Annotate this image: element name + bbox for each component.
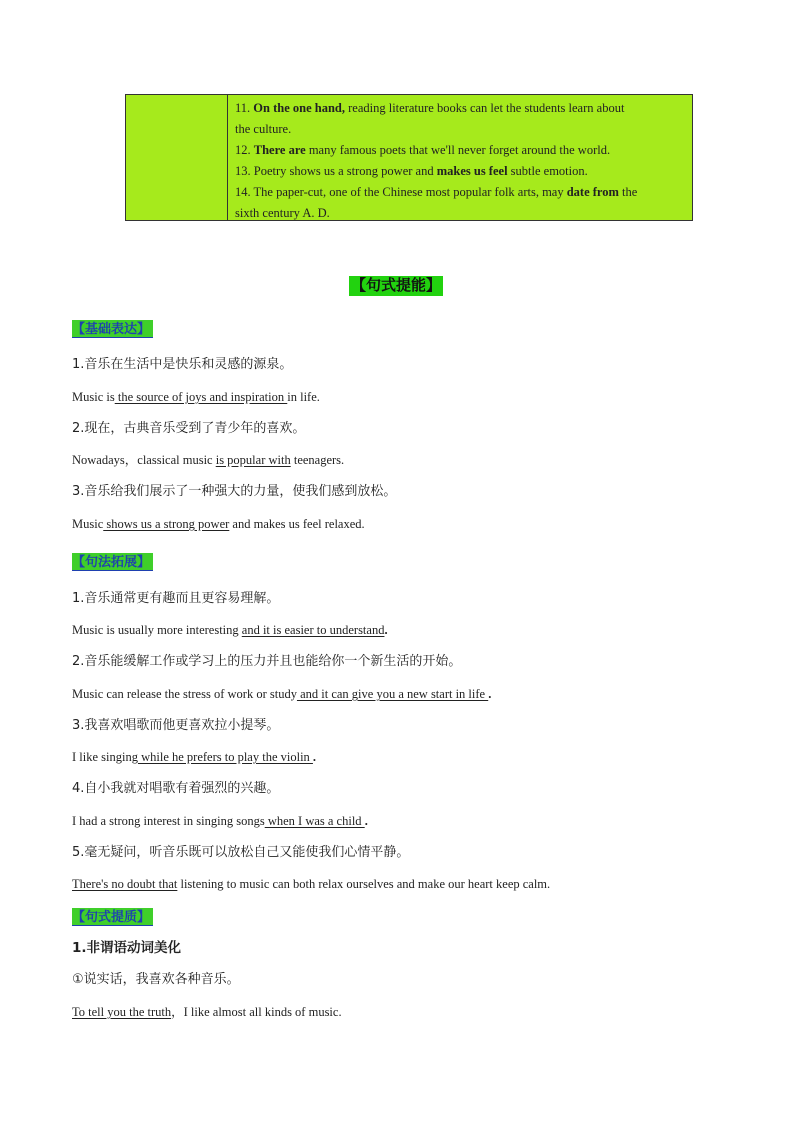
en-answer: Music can release the stress of work or study and it can give you a new start in life .	[72, 687, 492, 701]
table-line: sixth century A. D.	[235, 206, 330, 220]
cn-prompt: 2.音乐能缓解工作或学习上的压力并且也能给你一个新生活的开始。	[72, 654, 462, 669]
sentence-table	[125, 94, 693, 221]
table-line: the culture.	[235, 122, 292, 136]
en-answer: I like singing while he prefers to play the violin .	[72, 750, 317, 764]
cn-prompt: 1.音乐通常更有趣而且更容易理解。	[72, 591, 280, 606]
cn-prompt: ①说实话，我喜欢各种音乐。	[72, 972, 240, 987]
cn-prompt: 4.自小我就对唱歌有着强烈的兴趣。	[72, 781, 280, 796]
en-answer: To tell you the truth，I like almost all kinds of music.	[72, 1005, 342, 1019]
en-answer: I had a strong interest in singing songs when I was a child .	[72, 814, 368, 828]
sub-heading: 1.非谓语动词美化	[72, 940, 182, 956]
en-answer: Music is the source of joys and inspiration in life.	[72, 390, 320, 404]
table-sentence-cell	[228, 95, 692, 220]
cn-prompt: 1.音乐在生活中是快乐和灵感的源泉。	[72, 357, 293, 372]
table-line: 12. There are many famous poets that we'll never forget around the world.	[235, 143, 611, 157]
cn-prompt: 5.毫无疑问，听音乐既可以放松自己又能使我们心情平静。	[72, 845, 410, 860]
en-answer: There's no doubt that listening to music can both relax ourselves and make our heart keep calm.	[72, 877, 551, 891]
heading-expand: 【句法拓展】	[72, 553, 153, 571]
table-line: 13. Poetry shows us a strong power and makes us feel subtle emotion.	[235, 164, 588, 178]
section-title: 【句式提能】	[351, 277, 442, 294]
table-empty-cell	[126, 95, 228, 220]
en-answer: Music shows us a strong power and makes us feel relaxed.	[72, 517, 365, 531]
heading-basic: 【基础表达】	[72, 320, 153, 338]
en-answer: Music is usually more interesting and it is easier to understand.	[72, 623, 388, 637]
cn-prompt: 3.音乐给我们展示了一种强大的力量，使我们感到放松。	[72, 484, 397, 499]
cn-prompt: 3.我喜欢唱歌而他更喜欢拉小提琴。	[72, 718, 280, 733]
table-line: 14. The paper-cut, one of the Chinese most popular folk arts, may date from the	[235, 185, 638, 199]
table-line: 11. On the one hand, reading literature books can let the students learn about	[235, 101, 625, 115]
cn-prompt: 2.现在，古典音乐受到了青少年的喜欢。	[72, 421, 306, 436]
heading-quality: 【句式提质】	[72, 908, 153, 926]
en-answer: Nowadays，classical music is popular with teenagers.	[72, 453, 345, 467]
